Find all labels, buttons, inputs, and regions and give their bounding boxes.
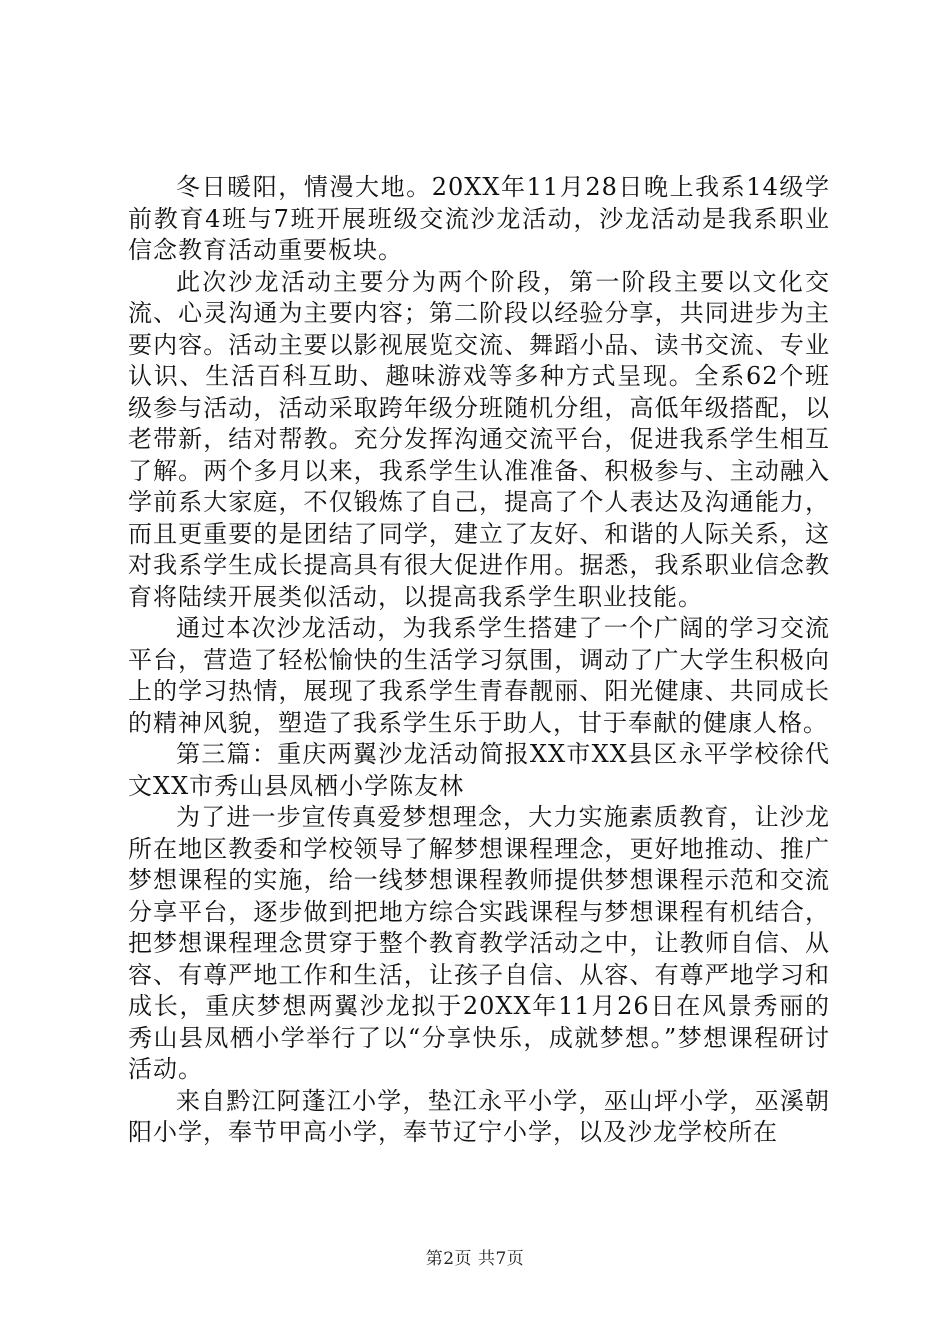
paragraph-participants: 来自黔江阿蓬江小学，垫江永平小学，巫山坪小学，巫溪朝阳小学，奉节甲高小学，奉节辽宁小学，以及沙龙学校所在	[128, 1086, 830, 1146]
paragraph-dream-course: 为了进一步宣传真爱梦想理念，大力实施素质教育，让沙龙所在地区教委和学校领导了解梦想课程理念，更好地推动、推广梦想课程的实施，给一线梦想课程教师提供梦想课程示范和交流分享平台，逐步做到把地方综合实践课程与梦想课程有机结合，把梦想课程理念贯穿于整个教育教学活动之中，让教师自信、从容、有尊严地工作和生活，让孩子自信、从容、有尊严地学习和成长，重庆梦想两翼沙龙拟于20XX年11月26日在风景秀丽的秀山县凤栖小学举行了以“分享快乐，成就梦想。”梦想课程研讨活动。	[128, 803, 830, 1083]
paragraph-activity-stages: 此次沙龙活动主要分为两个阶段，第一阶段主要以文化交流、心灵沟通为主要内容；第二阶段以经验分享，共同进步为主要内容。活动主要以影视展览交流、舞蹈小品、读书交流、专业认识、生活百科互助、趣味游戏等多种方式呈现。全系62个班级参与活动，活动采取跨年级分班随机分组，高低年级搭配，以老带新，结对帮教。充分发挥沟通交流平台，促进我系学生相互了解。两个多月以来，我系学生认准准备、积极参与、主动融入学前系大家庭，不仅锻炼了自己，提高了个人表达及沟通能力，而且更重要的是团结了同学，建立了友好、和谐的人际关系，这对我系学生成长提高具有很大促进作用。据悉，我系职业信念教育将陆续开展类似活动，以提高我系学生职业技能。	[128, 267, 830, 611]
page-number-footer: 第2页 共7页	[425, 1249, 525, 1269]
section-heading-third: 第三篇：重庆两翼沙龙活动简报XX市XX县区永平学校徐代文XX市秀山县凤栖小学陈友林	[128, 740, 830, 800]
paragraph-intro: 冬日暖阳，情漫大地。20XX年11月28日晚上我系14级学前教育4班与7班开展班级交流沙龙活动，沙龙活动是我系职业信念教育活动重要板块。	[128, 173, 830, 264]
paragraph-summary: 通过本次沙龙活动，为我系学生搭建了一个广阔的学习交流平台，营造了轻松愉快的生活学习氛围，调动了广大学生积极向上的学习热情，展现了我系学生青春靓丽、阳光健康、共同成长的精神风貌，塑造了我系学生乐于助人，甘于奉献的健康人格。	[128, 614, 830, 737]
document-body	[128, 172, 830, 1149]
